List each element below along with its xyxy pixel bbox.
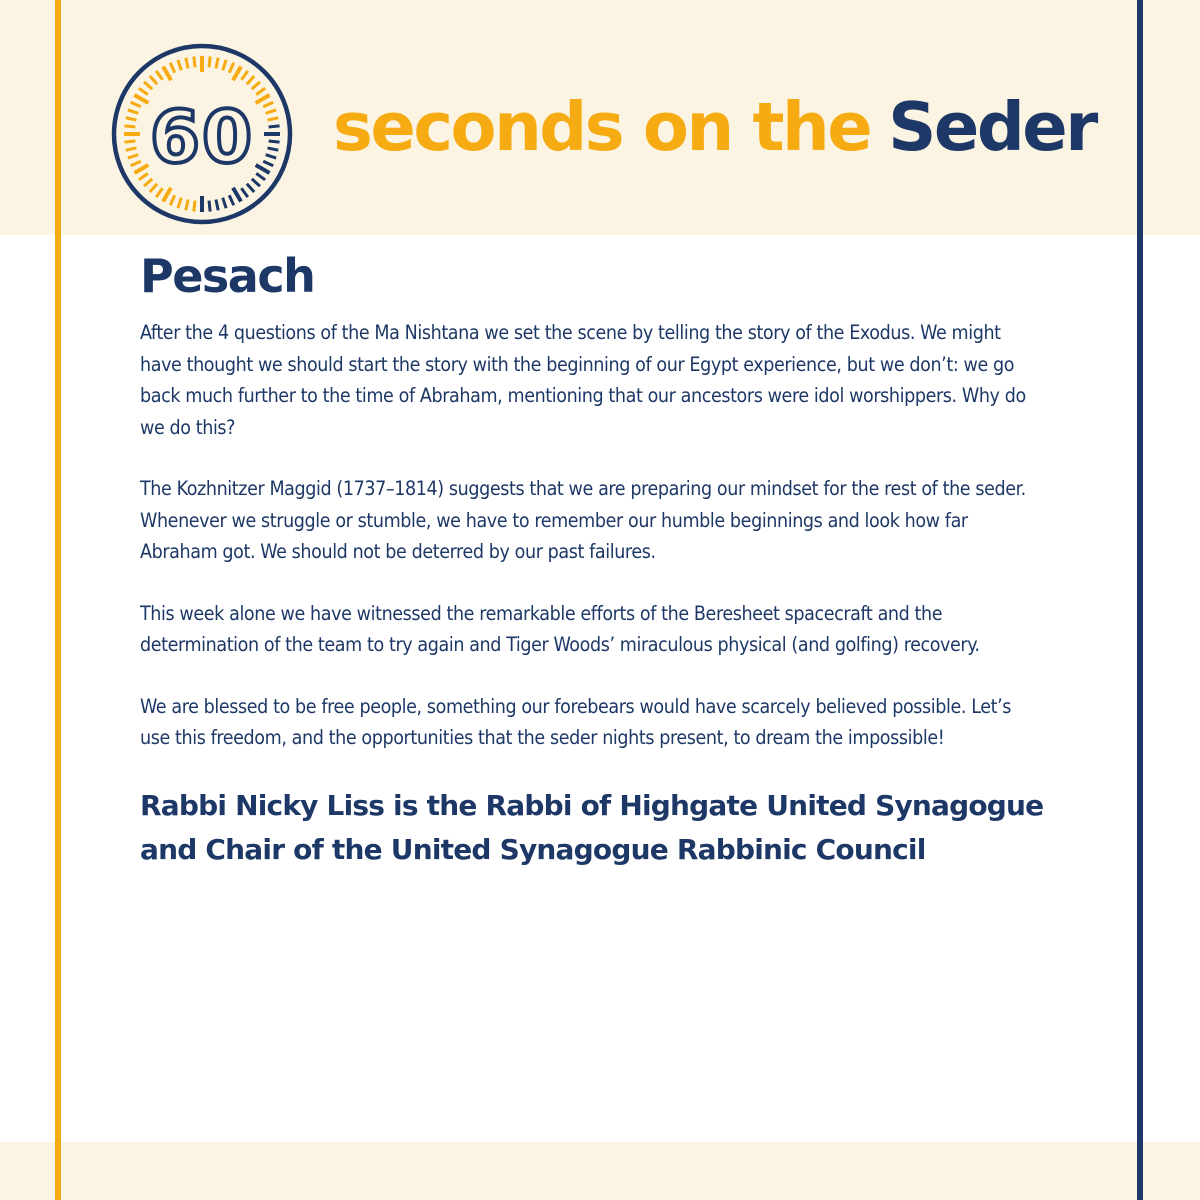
- stopwatch-tick: [256, 95, 270, 103]
- stopwatch-tick: [144, 82, 152, 89]
- stopwatch-tick: [216, 58, 218, 69]
- logo-number: 60: [149, 95, 255, 179]
- stopwatch-tick: [134, 165, 148, 173]
- stopwatch-tick: [144, 179, 152, 186]
- footer-band: [0, 1142, 1200, 1200]
- headline: [333, 88, 1096, 178]
- stopwatch-tick: [126, 118, 137, 120]
- stopwatch-tick: [194, 201, 195, 212]
- paragraph-4: We are blessed to be free people, something our forebears would have scarcely believed possible. Let’s use this freedom, and the opportunities that the seder nights present, to dream the impossible!: [140, 694, 1012, 749]
- paragraph-2: The Kozhnitzer Maggid (1737–1814) suggests that we are preparing our mindset for the rest of the seder. Whenever we struggle or stumble, we have to remember our humble beginnings and look how far Abraham got. We should not be deterred by our past failures.: [140, 477, 1026, 563]
- paragraph-1: After the 4 questions of the Ma Nishtana we set the scene by telling the story of the Exodus. We might have thought we should start the story with the beginning of our Egypt experience, but we don’t: we go back much further to the time of Abraham, mentioning that our ancestors were idol worshippers. Why do we do this?: [140, 321, 1026, 439]
- stopwatch-icon: [108, 40, 296, 228]
- stopwatch-tick: [131, 102, 141, 106]
- stopwatch-tick: [268, 148, 279, 150]
- stopwatch-tick: [134, 95, 148, 103]
- stopwatch-tick: [156, 71, 162, 80]
- stopwatch-tick: [233, 66, 241, 80]
- stopwatch-tick: [247, 184, 254, 192]
- stopwatch-tick: [252, 179, 260, 186]
- stopwatch-tick: [139, 88, 148, 94]
- author-credit: Rabbi Nicky Liss is the Rabbi of Highgate United Synagogue and Chair of the United Synagogue Rabbinic Council: [140, 788, 1044, 866]
- stopwatch-tick: [126, 148, 137, 150]
- stopwatch-tick: [178, 60, 181, 70]
- headline-word-seder: Seder: [888, 88, 1096, 166]
- stopwatch-tick: [266, 110, 276, 113]
- stopwatch-tick: [124, 141, 135, 142]
- stopwatch-tick: [241, 188, 247, 197]
- left-accent-rule: [55, 0, 61, 1200]
- stopwatch-tick: [150, 76, 157, 84]
- stopwatch-tick: [268, 118, 279, 120]
- stopwatch-tick: [229, 63, 233, 73]
- stopwatch-tick: [170, 195, 174, 205]
- stopwatch-tick: [170, 63, 174, 73]
- stopwatch-tick: [269, 126, 280, 127]
- stopwatch-tick: [124, 126, 135, 127]
- article: [140, 245, 1045, 872]
- stopwatch-tick: [186, 58, 188, 69]
- stopwatch-tick: [128, 110, 138, 113]
- stopwatch-tick: [263, 161, 273, 165]
- stopwatch-tick: [229, 195, 233, 205]
- stopwatch-tick: [150, 184, 157, 192]
- stopwatch-tick: [247, 76, 254, 84]
- headline-word-seconds: seconds on the: [333, 88, 871, 166]
- stopwatch-tick: [128, 155, 138, 158]
- stopwatch-tick: [156, 188, 162, 197]
- stopwatch-tick: [194, 56, 195, 67]
- stopwatch-tick: [163, 66, 171, 80]
- stopwatch-tick: [252, 82, 260, 89]
- stopwatch-tick: [241, 71, 247, 80]
- paragraph-3: This week alone we have witnessed the remarkable efforts of the Beresheet spacecraft and the determination of the team to try again and Tiger Woods’ miraculous physical (and golfing) recovery.: [140, 601, 980, 656]
- right-accent-rule: [1137, 0, 1143, 1200]
- stopwatch-tick: [163, 188, 171, 202]
- stopwatch-tick: [256, 165, 270, 173]
- stopwatch-tick: [209, 201, 210, 212]
- stopwatch-tick: [186, 200, 188, 211]
- stopwatch-tick: [223, 198, 226, 208]
- stopwatch-tick: [139, 173, 148, 179]
- stopwatch-tick: [263, 102, 273, 106]
- stopwatch-tick: [256, 88, 265, 94]
- stopwatch-tick: [256, 173, 265, 179]
- stopwatch-tick: [269, 141, 280, 142]
- stopwatch-tick: [131, 161, 141, 165]
- stopwatch-tick: [216, 200, 218, 211]
- stopwatch-tick: [209, 56, 210, 67]
- stopwatch-tick: [233, 188, 241, 202]
- article-title: Pesach: [140, 249, 315, 303]
- stopwatch-tick: [223, 60, 226, 70]
- stopwatch-tick: [178, 198, 181, 208]
- stopwatch-tick: [266, 155, 276, 158]
